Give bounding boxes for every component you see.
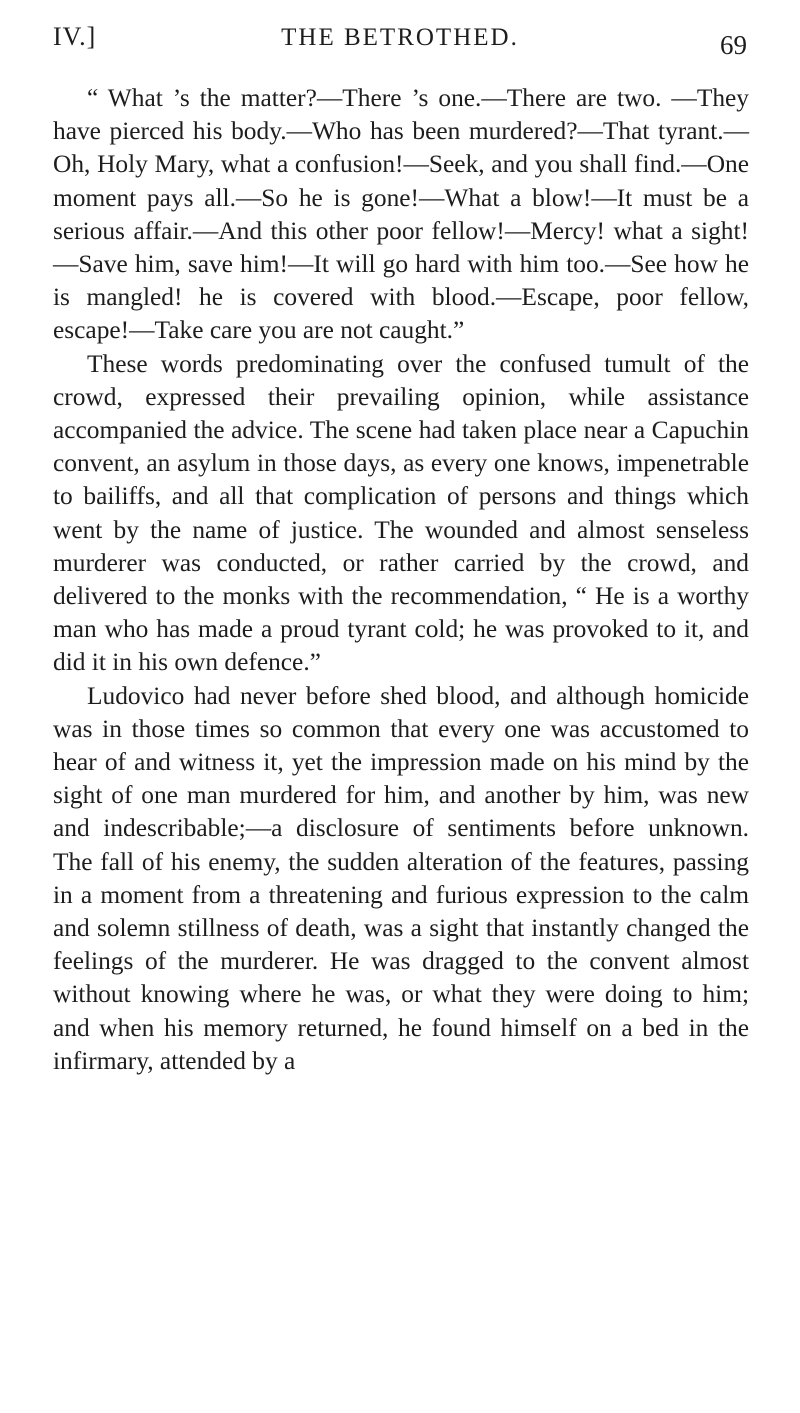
- body-text: [53, 82, 749, 1078]
- paragraph-capuchin-convent: These words predominating over the confused tumult of the crowd, expressed their prevailing opinion, while assistance accompanied the advice. The scene had taken place near a Capuchin convent, an asylum in those days, as every one knows, impenetrable to bailiffs, and all that complication of persons and things which went by the name of justice. The wounded and almost senseless murderer was conducted, or rather carried by the crowd, and delivered to the monks with the recommendation, “ He is a worthy man who has made a proud tyrant cold; he was provoked to it, and did it in his own defence.”: [53, 349, 749, 677]
- running-title: THE BETROTHED.: [281, 24, 519, 51]
- running-head: [53, 18, 747, 58]
- page-number: 69: [720, 30, 747, 60]
- chapter-marker: IV.]: [53, 22, 97, 51]
- paragraph-ludovico: Ludovico had never before shed blood, and although homicide was in those times so common that every one was accustomed to hear of and witness it, yet the impression made on his mind by the sight of one man murdered for him, and another by him, was new and indescribable;—a disclosure of sentiments before unknown. The fall of his enemy, the sudden alteration of the features, passing in a moment from a threatening and furious expression to the calm and solemn stillness of death, was a sight that instantly changed the feelings of the murderer. He was dragged to the convent almost without knowing where he was, or what they were doing to him; and when his memory returned, he found himself on a bed in the infirmary, attended by a: [53, 681, 749, 1075]
- paragraph-crowd-voices: “ What ’s the matter?—There ’s one.—There are two. —They have pierced his body.—Who has been murdered?—That tyrant.—Oh, Holy Mary, what a confusion!—Seek, and you shall find.—One moment pays all.—So he is gone!—What a blow!—It must be a serious affair.—And this other poor fellow!—Mercy! what a sight!—Save him, save him!—It will go hard with him too.—See how he is mangled! he is covered with blood.—Escape, poor fellow, escape!—Take care you are not caught.”: [53, 84, 749, 345]
